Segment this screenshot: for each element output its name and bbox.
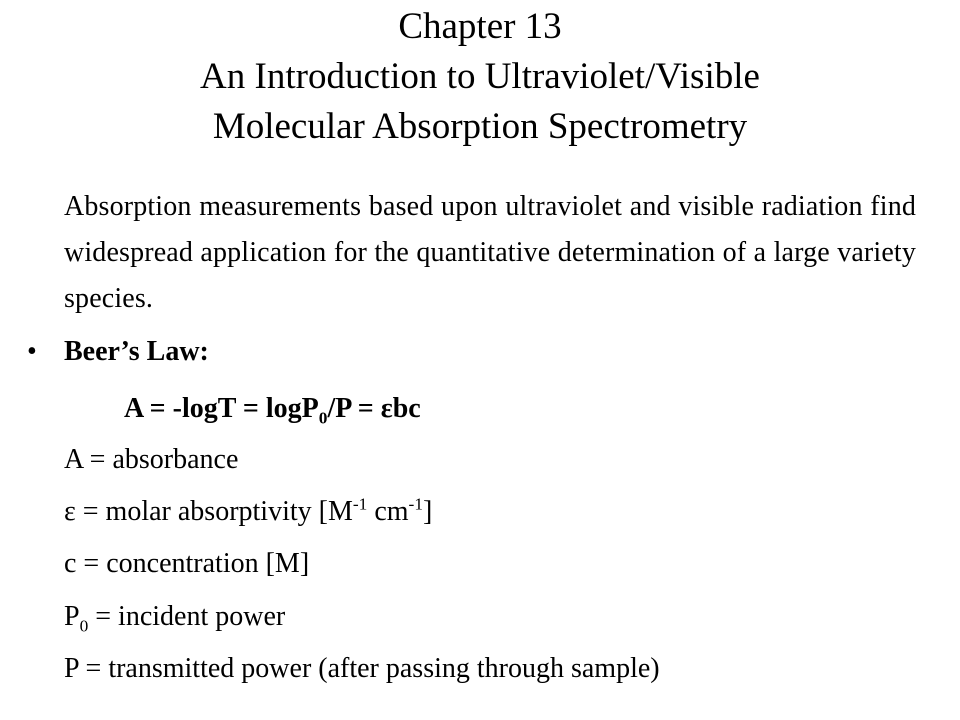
definition-transmitted-power: P = transmitted power (after passing through sample)	[64, 653, 660, 684]
molar-close: ]	[423, 496, 433, 527]
title-line-3: Molecular Absorption Spectrometry	[212, 106, 748, 147]
molar-text: = molar absorptivity [M	[75, 496, 353, 527]
intro-paragraph: Absorption measurements based upon ultraviolet and visible radiation find widespread application for the quantitative determination of a large variety species.	[64, 191, 916, 314]
definition-concentration: c = concentration [M]	[64, 548, 310, 579]
incident-subscript: 0	[79, 616, 89, 636]
slide-title	[0, 2, 960, 152]
incident-symbol: P	[64, 601, 80, 632]
bullet-marker: •	[27, 336, 37, 367]
equation-epsilon: ε	[380, 393, 393, 424]
title-line-2: An Introduction to Ultraviolet/Visible	[200, 56, 760, 97]
equation-left: A = -logT = logP	[124, 393, 319, 424]
equation-end: bc	[392, 393, 421, 424]
incident-text: = incident power	[88, 601, 286, 632]
title-line-1: Chapter 13	[398, 6, 562, 47]
beers-law-heading: Beer’s Law:	[64, 336, 209, 367]
definition-incident-power	[64, 600, 285, 634]
equation-middle: /P =	[327, 393, 381, 424]
definition-absorbance: A = absorbance	[64, 444, 239, 475]
molar-sup-2: -1	[408, 494, 424, 514]
beers-law-equation	[124, 392, 421, 426]
definition-molar-absorptivity	[64, 495, 432, 529]
molar-sup-1: -1	[352, 494, 368, 514]
equation-subscript: 0	[318, 408, 328, 428]
molar-epsilon: ε	[64, 496, 76, 527]
molar-unit-cm: cm	[367, 496, 409, 527]
